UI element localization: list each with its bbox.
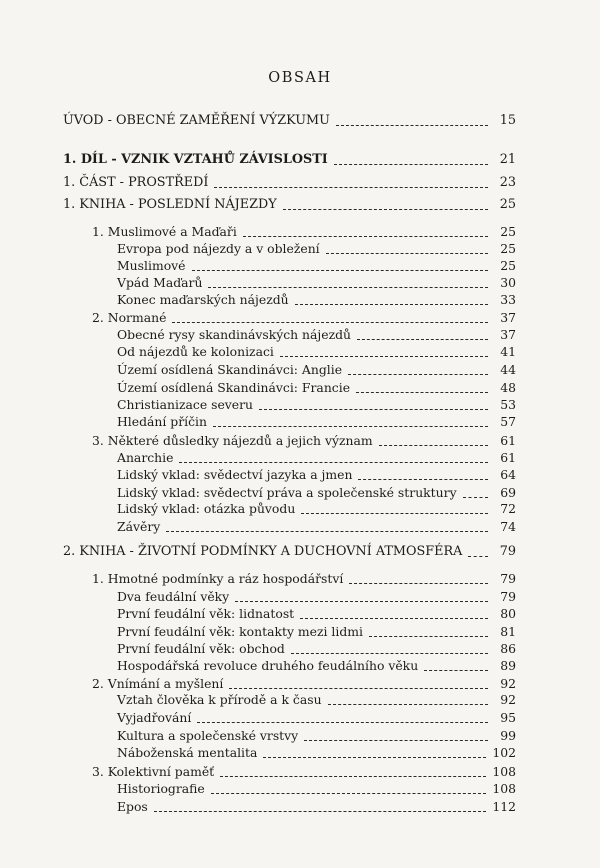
dot-leader xyxy=(154,811,487,812)
toc-entry xyxy=(117,275,516,291)
toc-entry-page-number: 15 xyxy=(499,113,516,128)
toc-entry-label: Kultura a společenské vrstvy xyxy=(117,728,299,743)
toc-entry xyxy=(92,764,516,780)
toc-entry-page-number: 81 xyxy=(500,624,516,639)
toc-entry-label: 1. Hmotné podmínky a ráz hospodářství xyxy=(92,571,344,586)
dot-leader xyxy=(283,209,488,210)
dot-leader xyxy=(243,236,488,237)
dot-leader xyxy=(468,556,488,557)
toc-entry-label: První feudální věk: lidnatost xyxy=(117,606,295,621)
dot-leader xyxy=(208,287,488,288)
dot-leader xyxy=(211,793,487,794)
toc-entry xyxy=(117,799,516,815)
toc-entry-label: První feudální věk: kontakty mezi lidmi xyxy=(117,624,363,639)
toc-entry-label: Evropa pod nájezdy a v obležení xyxy=(117,241,320,256)
toc-entry-label: Epos xyxy=(117,799,148,814)
dot-leader xyxy=(213,426,488,427)
dot-leader xyxy=(295,304,488,305)
toc-entry-page-number: 25 xyxy=(500,258,516,273)
toc-entry-page-number: 80 xyxy=(500,606,516,621)
dot-leader xyxy=(348,374,488,375)
toc-entry-page-number: 25 xyxy=(500,224,516,239)
dot-leader xyxy=(369,636,488,637)
toc-entry-page-number: 72 xyxy=(500,501,516,516)
toc-entry-page-number: 108 xyxy=(492,764,516,779)
dot-leader xyxy=(179,462,488,463)
toc-entry xyxy=(117,485,516,501)
dot-leader xyxy=(192,270,489,271)
dot-leader xyxy=(300,618,488,619)
dot-leader xyxy=(379,445,488,446)
toc-entry-page-number: 108 xyxy=(492,781,516,796)
toc-entry-label: 2. KNIHA - ŽIVOTNÍ PODMÍNKY A DUCHOVNÍ ATMOSFÉRA xyxy=(63,544,463,559)
toc-entry xyxy=(117,450,516,466)
dot-leader xyxy=(424,670,488,671)
dot-leader xyxy=(463,497,488,498)
toc-entry-page-number: 44 xyxy=(500,362,516,377)
toc-entry-label: Lidský vklad: svědectví práva a společenské struktury xyxy=(117,485,457,500)
toc-entry xyxy=(117,519,516,535)
toc-entry xyxy=(117,397,516,413)
toc-entry xyxy=(63,544,516,560)
toc-entry-page-number: 25 xyxy=(499,197,516,212)
dot-leader xyxy=(197,722,488,723)
dot-leader xyxy=(259,409,488,410)
toc-entry-page-number: 79 xyxy=(499,544,516,559)
toc-entry xyxy=(63,152,516,168)
dot-leader xyxy=(291,653,488,654)
toc-entry-page-number: 61 xyxy=(500,433,516,448)
toc-entry-label: ÚVOD - OBECNÉ ZAMĚŘENÍ VÝZKUMU xyxy=(63,113,330,128)
toc-entry xyxy=(117,501,516,517)
toc-entry-page-number: 41 xyxy=(500,344,516,359)
toc-entry xyxy=(117,414,516,430)
toc-entry-label: Muslimové xyxy=(117,258,186,273)
toc-entry xyxy=(63,175,516,191)
toc-entry-page-number: 53 xyxy=(500,397,516,412)
dot-leader xyxy=(349,583,488,584)
toc-entry-page-number: 23 xyxy=(499,175,516,190)
toc-entry-label: Vztah člověka k přírodě a k času xyxy=(117,692,322,707)
toc-entry-label: 2. Normané xyxy=(92,310,167,325)
toc-entry xyxy=(117,624,516,640)
toc-entry xyxy=(63,197,516,213)
toc-entry-label: 1. KNIHA - POSLEDNÍ NÁJEZDY xyxy=(63,197,277,212)
toc-entry xyxy=(117,241,516,257)
dot-leader xyxy=(235,601,488,602)
toc-entry-label: 3. Kolektivní paměť xyxy=(92,764,215,779)
toc-entry xyxy=(117,467,516,483)
dot-leader xyxy=(357,339,488,340)
dot-leader xyxy=(328,704,488,705)
toc-entry-page-number: 61 xyxy=(500,450,516,465)
toc-entry-page-number: 64 xyxy=(500,467,516,482)
toc-entry-label: Lidský vklad: otázka původu xyxy=(117,501,296,516)
toc-entry-label: 1. ČÁST - PROSTŘEDÍ xyxy=(63,175,209,190)
toc-entry-label: Vpád Maďarů xyxy=(117,275,203,290)
toc-entry xyxy=(117,710,516,726)
dot-leader xyxy=(214,187,488,188)
toc-entry-label: 3. Některé důsledky nájezdů a jejich význam xyxy=(92,433,373,448)
toc-entry-page-number: 89 xyxy=(500,658,516,673)
toc-entry xyxy=(117,380,516,396)
toc-entry xyxy=(117,658,516,674)
dot-leader xyxy=(263,757,486,758)
toc-entry-label: 1. Muslimové a Maďaři xyxy=(92,224,237,239)
toc-entry-label: Vyjadřování xyxy=(117,710,192,725)
toc-entry-page-number: 102 xyxy=(492,745,516,760)
toc-entry-page-number: 69 xyxy=(500,485,516,500)
toc-entry-page-number: 37 xyxy=(500,310,516,325)
toc-entry-label: Historiografie xyxy=(117,781,205,796)
toc-entry xyxy=(117,327,516,343)
dot-leader xyxy=(220,776,486,777)
toc-entry-label: Hospodářská revoluce druhého feudálního věku xyxy=(117,658,419,673)
toc-entry-label: Christianizace severu xyxy=(117,397,254,412)
toc-entry xyxy=(117,692,516,708)
toc-entry-page-number: 21 xyxy=(499,152,516,167)
toc-entry-page-number: 37 xyxy=(500,327,516,342)
toc-entry xyxy=(92,310,516,326)
toc-entry-page-number: 79 xyxy=(500,571,516,586)
dot-leader xyxy=(280,356,488,357)
dot-leader xyxy=(304,740,488,741)
toc-entry-page-number: 92 xyxy=(500,676,516,691)
dot-leader xyxy=(334,164,488,165)
toc-entry-page-number: 33 xyxy=(500,292,516,307)
toc-entry-page-number: 99 xyxy=(500,728,516,743)
toc-entry-page-number: 92 xyxy=(500,692,516,707)
toc-entry xyxy=(117,745,516,761)
toc-entry-label: Závěry xyxy=(117,519,161,534)
toc-heading: OBSAH xyxy=(268,70,332,86)
dot-leader xyxy=(326,253,488,254)
toc-entry-label: Obecné rysy skandinávských nájezdů xyxy=(117,327,352,342)
toc-entry-label: Území osídlená Skandinávci: Francie xyxy=(117,380,351,395)
toc-entry xyxy=(92,676,516,692)
dot-leader xyxy=(301,513,488,514)
dot-leader xyxy=(166,531,488,532)
toc-entry-label: Lidský vklad: svědectví jazyka a jmen xyxy=(117,467,353,482)
toc-entry-label: Území osídlená Skandinávci: Anglie xyxy=(117,362,343,377)
toc-entry-page-number: 74 xyxy=(500,519,516,534)
toc-entry-label: Konec maďarských nájezdů xyxy=(117,292,289,307)
toc-entry xyxy=(63,113,516,129)
toc-entry xyxy=(92,224,516,240)
toc-entry-page-number: 112 xyxy=(492,799,516,814)
toc-entry-label: Dva feudální věky xyxy=(117,589,230,604)
toc-entry xyxy=(117,641,516,657)
dot-leader xyxy=(172,322,488,323)
toc-entry xyxy=(117,589,516,605)
toc-entry xyxy=(117,781,516,797)
toc-entry-page-number: 25 xyxy=(500,241,516,256)
toc-entry-page-number: 57 xyxy=(500,414,516,429)
toc-entry xyxy=(117,344,516,360)
toc-entry xyxy=(117,606,516,622)
toc-entry-label: Hledání příčin xyxy=(117,414,208,429)
toc-entry-label: Náboženská mentalita xyxy=(117,745,258,760)
dot-leader xyxy=(358,479,488,480)
toc-entry-label: 1. DÍL - VZNIK VZTAHŮ ZÁVISLOSTI xyxy=(63,152,328,167)
dot-leader xyxy=(229,688,488,689)
toc-entry xyxy=(117,292,516,308)
toc-entry xyxy=(117,258,516,274)
toc-entry-page-number: 86 xyxy=(500,641,516,656)
toc-entry-page-number: 30 xyxy=(500,275,516,290)
toc-entry-label: 2. Vnímání a myšlení xyxy=(92,676,224,691)
toc-entry xyxy=(92,571,516,587)
dot-leader xyxy=(336,125,488,126)
toc-entry-page-number: 48 xyxy=(500,380,516,395)
toc-entry-page-number: 79 xyxy=(500,589,516,604)
toc-entry xyxy=(92,433,516,449)
toc-entry-label: Anarchie xyxy=(117,450,174,465)
toc-entry xyxy=(117,362,516,378)
toc-entry-page-number: 95 xyxy=(500,710,516,725)
dot-leader xyxy=(356,392,488,393)
toc-entry-label: Od nájezdů ke kolonizaci xyxy=(117,344,274,359)
toc-entry xyxy=(117,728,516,744)
toc-entry-label: První feudální věk: obchod xyxy=(117,641,285,656)
